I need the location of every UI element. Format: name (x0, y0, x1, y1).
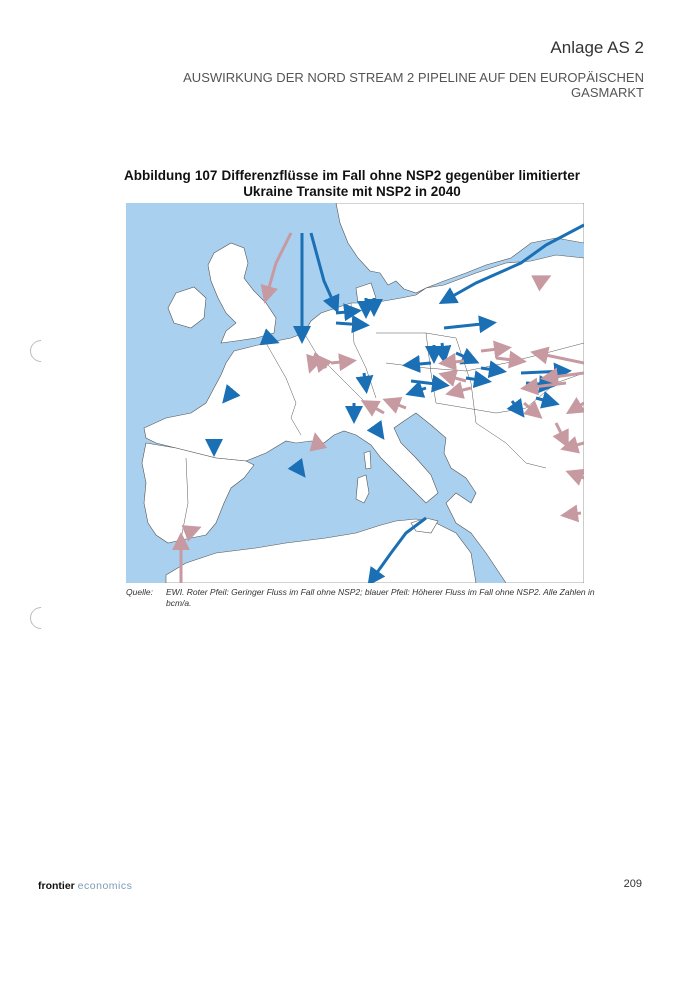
source-text: EWI. Roter Pfeil: Geringer Fluss im Fall ohne NSP2; blauer Pfeil: Höherer Fluss im Fall ohne NSP2. Alle Zahlen in bcm/a. (166, 587, 595, 608)
europe-flow-map (126, 203, 584, 583)
punch-hole-bottom (25, 602, 56, 633)
map-svg (126, 203, 584, 583)
report-subtitle: AUSWIRKUNG DER NORD STREAM 2 PIPELINE AUF DEN EUROPÄISCHEN GASMARKT (183, 70, 644, 100)
figure-title: Abbildung 107 Differenzflüsse im Fall ohne NSP2 gegenüber limitierter Ukraine Transite mit NSP2 in 2040 (124, 168, 580, 199)
annex-label: Anlage AS 2 (550, 38, 644, 57)
source-label: Quelle: (126, 587, 153, 597)
footer-brand (38, 880, 132, 892)
figure-source-note (126, 587, 596, 608)
landmass (142, 203, 584, 583)
brand-economics: economics (77, 880, 133, 892)
brand-frontier: frontier (38, 880, 75, 892)
page-number: 209 (623, 878, 642, 890)
punch-hole-top (25, 335, 56, 366)
